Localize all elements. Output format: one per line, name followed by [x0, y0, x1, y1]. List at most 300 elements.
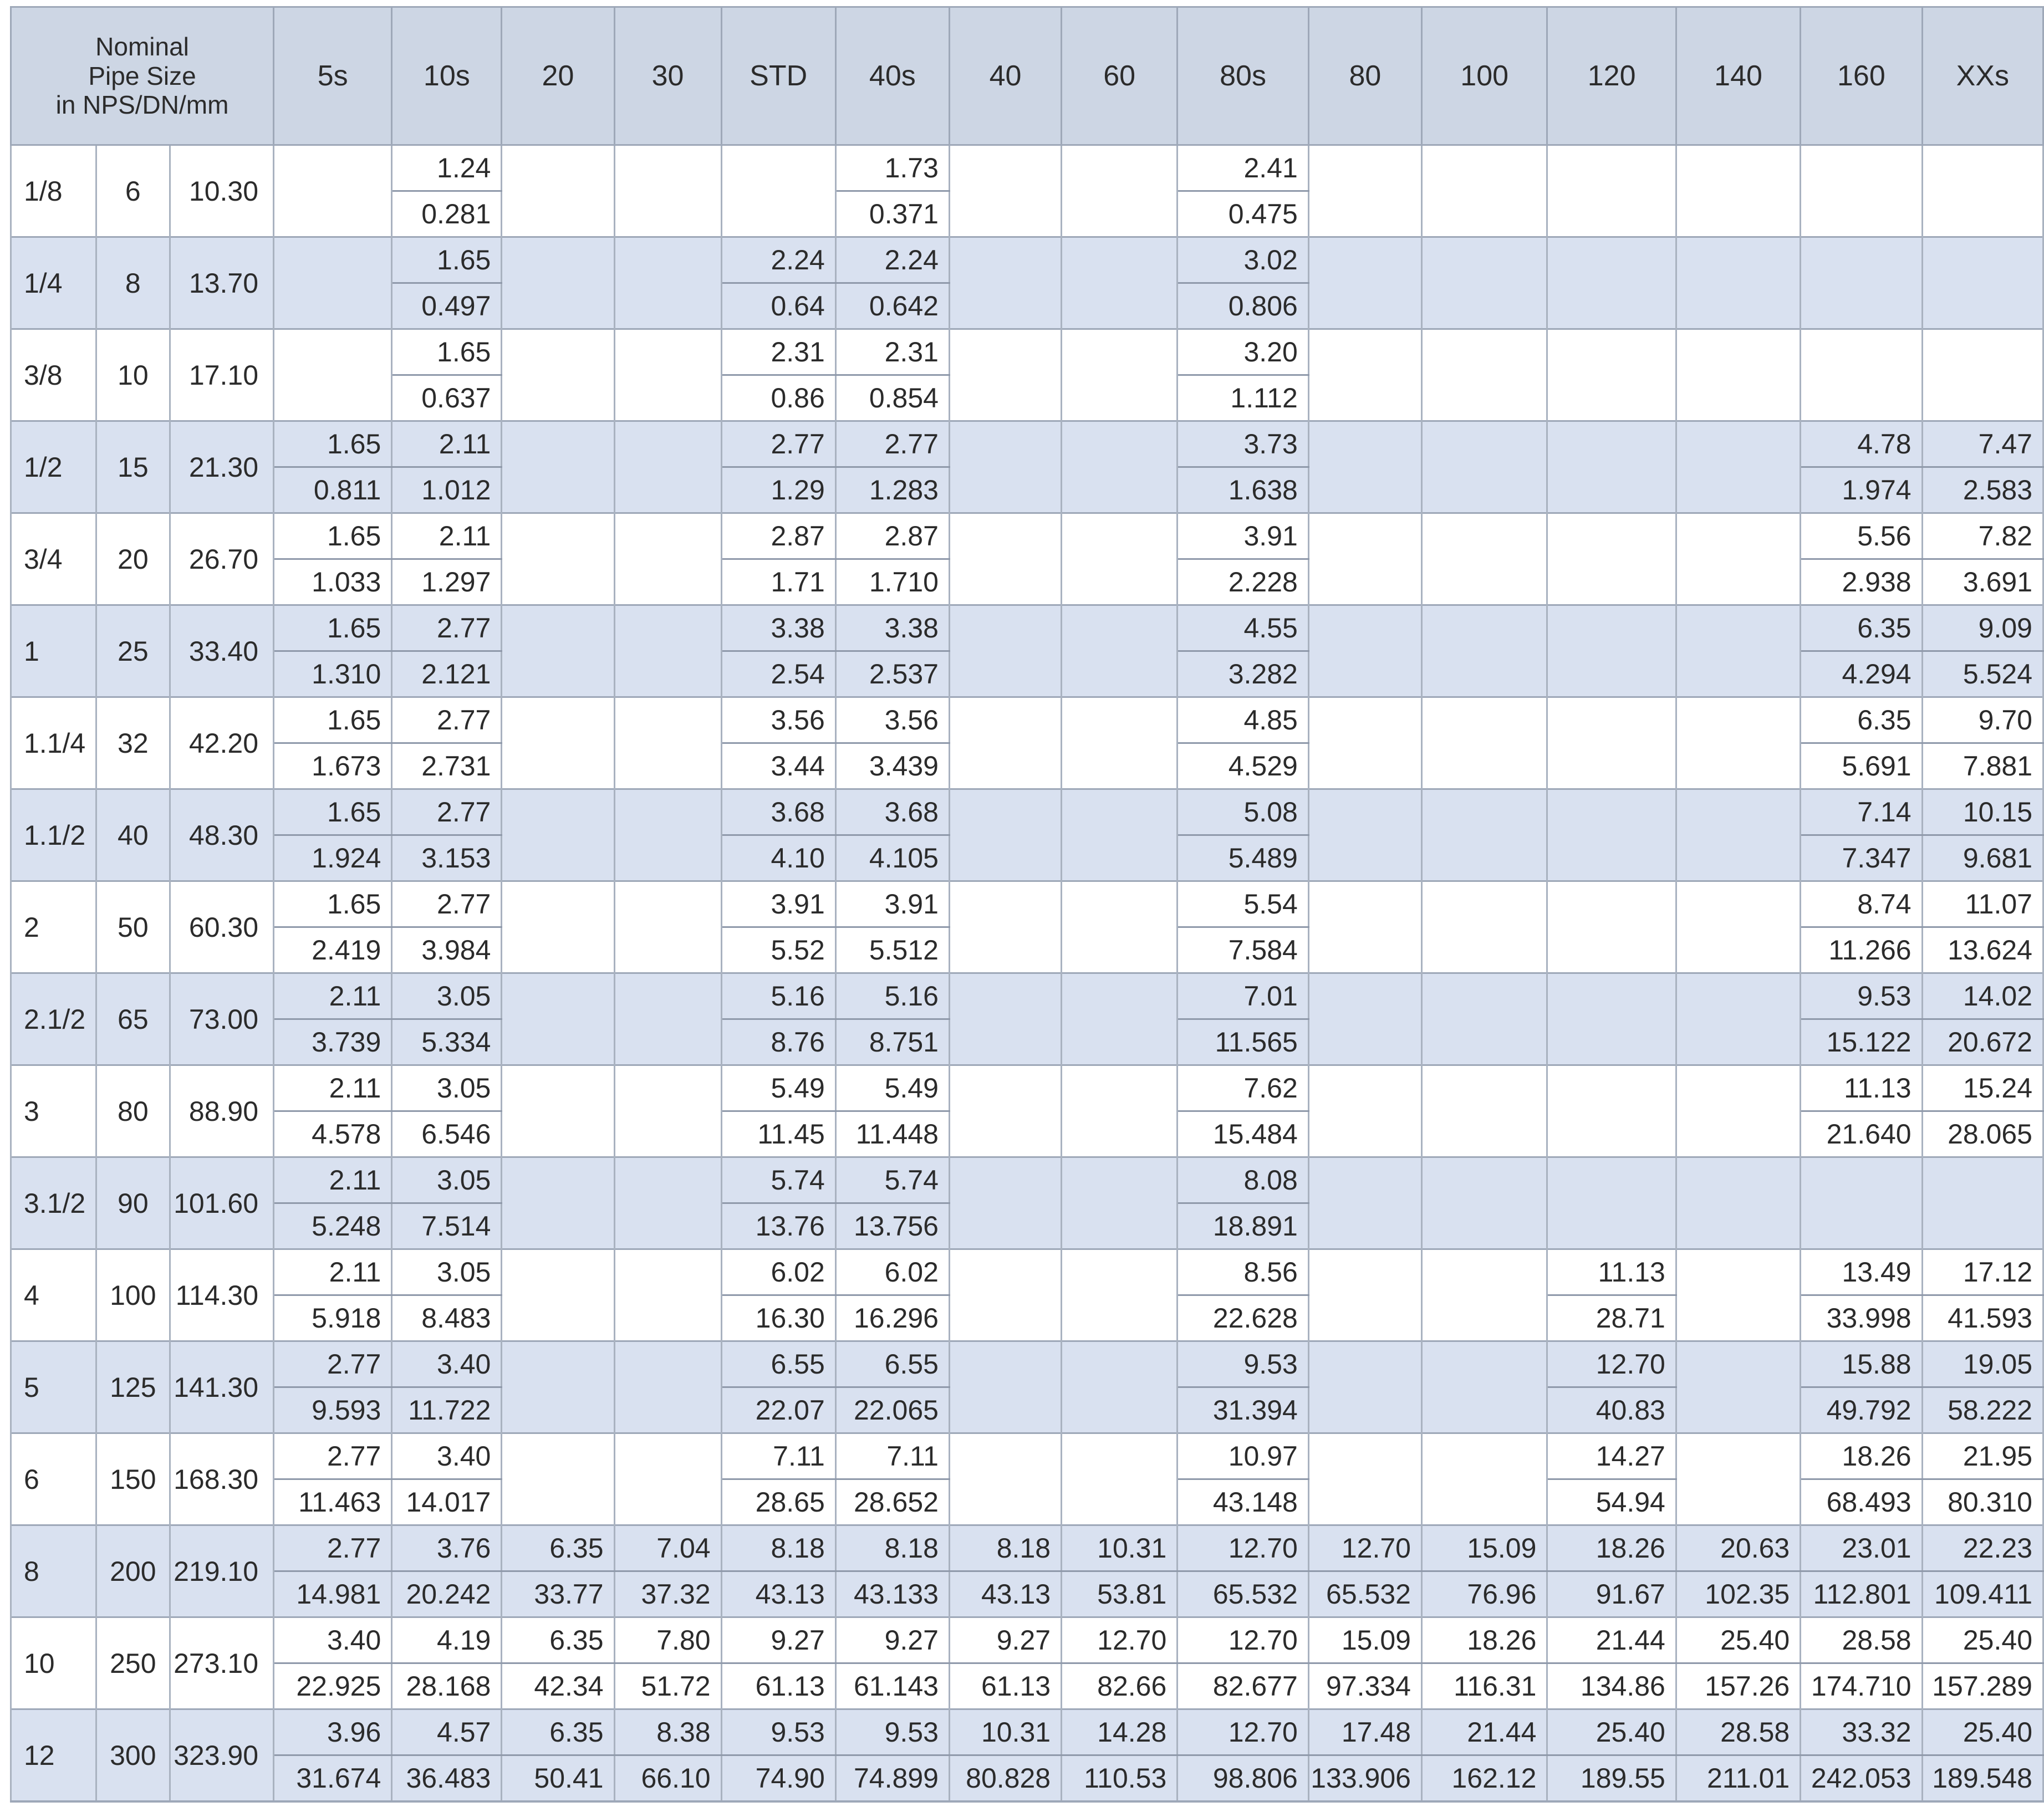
weight-cell: 8.76 — [721, 1019, 835, 1065]
wall-thickness-cell: 14.28 — [1062, 1709, 1178, 1755]
weight-cell: 91.67 — [1547, 1571, 1676, 1617]
weight-cell — [1676, 651, 1800, 697]
wall-thickness-cell — [1547, 605, 1676, 651]
weight-cell — [1308, 559, 1421, 605]
wall-thickness-cell: 18.26 — [1801, 1433, 1922, 1479]
wall-thickness-cell: 33.32 — [1801, 1709, 1922, 1755]
wall-thickness-cell: 6.55 — [721, 1341, 835, 1387]
weight-cell: 13.624 — [1922, 927, 2043, 973]
wall-thickness-cell — [1676, 1065, 1800, 1111]
weight-cell — [1421, 651, 1547, 697]
pipe-size-row-wall — [11, 1157, 2043, 1203]
wall-thickness-cell — [502, 1065, 614, 1111]
wall-thickness-cell — [1676, 237, 1800, 283]
weight-cell — [1308, 1387, 1421, 1433]
wall-thickness-cell — [1421, 513, 1547, 559]
wall-thickness-cell — [1547, 513, 1676, 559]
weight-cell: 20.242 — [392, 1571, 502, 1617]
pipe-size-row-weight — [11, 743, 2043, 789]
od-cell: 48.30 — [170, 789, 274, 881]
od-cell: 101.60 — [170, 1157, 274, 1249]
wall-thickness-cell: 3.05 — [392, 973, 502, 1019]
wall-thickness-cell: 12.70 — [1178, 1709, 1309, 1755]
pipe-size-row-weight — [11, 1203, 2043, 1249]
wall-thickness-cell: 9.53 — [1178, 1341, 1309, 1387]
pipe-size-row-wall — [11, 145, 2043, 191]
wall-thickness-cell — [1801, 237, 1922, 283]
wall-thickness-cell — [1062, 881, 1178, 927]
wall-thickness-cell: 22.23 — [1922, 1525, 2043, 1571]
weight-cell — [1421, 375, 1547, 421]
weight-cell: 3.984 — [392, 927, 502, 973]
dn-cell: 32 — [96, 697, 170, 789]
nps-cell: 3/4 — [11, 513, 96, 605]
weight-cell: 0.475 — [1178, 191, 1309, 237]
weight-cell: 21.640 — [1801, 1111, 1922, 1157]
weight-cell — [502, 559, 614, 605]
dn-cell: 150 — [96, 1433, 170, 1525]
wall-thickness-cell: 1.65 — [274, 513, 392, 559]
weight-cell: 110.53 — [1062, 1755, 1178, 1802]
wall-thickness-cell — [502, 881, 614, 927]
wall-thickness-cell — [274, 329, 392, 375]
wall-thickness-cell — [1547, 973, 1676, 1019]
wall-thickness-cell: 15.88 — [1801, 1341, 1922, 1387]
pipe-size-row-wall — [11, 605, 2043, 651]
weight-cell: 1.71 — [721, 559, 835, 605]
weight-cell: 31.674 — [274, 1755, 392, 1802]
wall-thickness-cell — [502, 329, 614, 375]
wall-thickness-cell — [1922, 145, 2043, 191]
pipe-size-row-wall — [11, 1249, 2043, 1295]
weight-cell: 4.10 — [721, 835, 835, 881]
weight-cell: 22.07 — [721, 1387, 835, 1433]
weight-cell: 3.739 — [274, 1019, 392, 1065]
schedule-header: 80s — [1178, 7, 1309, 145]
wall-thickness-cell — [1308, 1065, 1421, 1111]
wall-thickness-cell: 6.35 — [1801, 697, 1922, 743]
wall-thickness-cell: 5.54 — [1178, 881, 1309, 927]
wall-thickness-cell — [502, 973, 614, 1019]
wall-thickness-cell: 9.27 — [835, 1617, 949, 1663]
weight-cell — [1308, 283, 1421, 329]
weight-cell: 0.854 — [835, 375, 949, 421]
wall-thickness-cell: 25.40 — [1922, 1709, 2043, 1755]
weight-cell: 116.31 — [1421, 1663, 1547, 1709]
nominal-header-line3: in NPS/DN/mm — [55, 90, 229, 120]
weight-cell: 28.652 — [835, 1479, 949, 1525]
weight-cell — [1547, 743, 1676, 789]
weight-cell: 22.628 — [1178, 1295, 1309, 1341]
pipe-size-row-weight — [11, 1663, 2043, 1709]
wall-thickness-cell: 6.35 — [502, 1709, 614, 1755]
weight-cell — [1801, 283, 1922, 329]
wall-thickness-cell — [1676, 1157, 1800, 1203]
wall-thickness-cell: 8.18 — [721, 1525, 835, 1571]
wall-thickness-cell: 5.49 — [721, 1065, 835, 1111]
wall-thickness-cell: 3.56 — [835, 697, 949, 743]
pipe-size-row-wall — [11, 237, 2043, 283]
weight-cell: 0.497 — [392, 283, 502, 329]
weight-cell — [1801, 1203, 1922, 1249]
wall-thickness-cell: 12.70 — [1178, 1525, 1309, 1571]
weight-cell — [614, 651, 721, 697]
weight-cell: 40.83 — [1547, 1387, 1676, 1433]
weight-cell — [1421, 1111, 1547, 1157]
pipe-size-row-wall — [11, 1065, 2043, 1111]
wall-thickness-cell — [1421, 605, 1547, 651]
wall-thickness-cell — [1421, 697, 1547, 743]
weight-cell — [502, 743, 614, 789]
dn-cell: 65 — [96, 973, 170, 1065]
weight-cell — [1062, 1387, 1178, 1433]
weight-cell: 14.981 — [274, 1571, 392, 1617]
wall-thickness-cell: 7.04 — [614, 1525, 721, 1571]
weight-cell — [1308, 1479, 1421, 1525]
wall-thickness-cell: 3.05 — [392, 1249, 502, 1295]
wall-thickness-cell: 1.65 — [274, 881, 392, 927]
wall-thickness-cell: 7.11 — [721, 1433, 835, 1479]
wall-thickness-cell — [502, 513, 614, 559]
weight-cell — [1062, 1203, 1178, 1249]
wall-thickness-cell — [949, 1433, 1061, 1479]
wall-thickness-cell: 10.31 — [1062, 1525, 1178, 1571]
wall-thickness-cell: 5.74 — [835, 1157, 949, 1203]
weight-cell: 61.13 — [949, 1663, 1061, 1709]
weight-cell: 41.593 — [1922, 1295, 2043, 1341]
weight-cell: 0.86 — [721, 375, 835, 421]
weight-cell: 43.148 — [1178, 1479, 1309, 1525]
wall-thickness-cell — [1547, 145, 1676, 191]
wall-thickness-cell: 9.09 — [1922, 605, 2043, 651]
weight-cell: 1.924 — [274, 835, 392, 881]
wall-thickness-cell: 3.91 — [1178, 513, 1309, 559]
wall-thickness-cell: 2.77 — [274, 1433, 392, 1479]
wall-thickness-cell — [721, 145, 835, 191]
weight-cell — [1421, 467, 1547, 513]
weight-cell: 5.489 — [1178, 835, 1309, 881]
weight-cell: 4.294 — [1801, 651, 1922, 697]
wall-thickness-cell: 2.77 — [392, 789, 502, 835]
weight-cell: 68.493 — [1801, 1479, 1922, 1525]
weight-cell — [949, 559, 1061, 605]
nps-cell: 3.1/2 — [11, 1157, 96, 1249]
wall-thickness-cell: 6.02 — [835, 1249, 949, 1295]
nps-cell: 5 — [11, 1341, 96, 1433]
weight-cell: 16.30 — [721, 1295, 835, 1341]
wall-thickness-cell — [1308, 513, 1421, 559]
weight-cell: 28.168 — [392, 1663, 502, 1709]
wall-thickness-cell: 25.40 — [1547, 1709, 1676, 1755]
wall-thickness-cell — [949, 1157, 1061, 1203]
weight-cell — [1062, 1479, 1178, 1525]
wall-thickness-cell — [1547, 1065, 1676, 1111]
weight-cell — [1547, 283, 1676, 329]
weight-cell: 7.347 — [1801, 835, 1922, 881]
wall-thickness-cell — [1421, 973, 1547, 1019]
pipe-size-row-wall — [11, 1525, 2043, 1571]
wall-thickness-cell — [1062, 145, 1178, 191]
wall-thickness-cell — [1308, 145, 1421, 191]
wall-thickness-cell: 6.35 — [1801, 605, 1922, 651]
weight-cell: 109.411 — [1922, 1571, 2043, 1617]
wall-thickness-cell: 2.77 — [721, 421, 835, 467]
weight-cell: 11.266 — [1801, 927, 1922, 973]
weight-cell — [1062, 743, 1178, 789]
weight-cell: 211.01 — [1676, 1755, 1800, 1802]
schedule-header: 60 — [1062, 7, 1178, 145]
nps-cell: 1.1/2 — [11, 789, 96, 881]
pipe-size-row-wall — [11, 697, 2043, 743]
weight-cell — [614, 559, 721, 605]
wall-thickness-cell — [614, 1065, 721, 1111]
weight-cell — [614, 1479, 721, 1525]
wall-thickness-cell: 17.48 — [1308, 1709, 1421, 1755]
weight-cell — [1062, 1295, 1178, 1341]
wall-thickness-cell: 1.65 — [274, 605, 392, 651]
weight-cell — [1676, 191, 1800, 237]
wall-thickness-cell: 2.11 — [392, 421, 502, 467]
wall-thickness-cell: 9.53 — [721, 1709, 835, 1755]
weight-cell — [502, 467, 614, 513]
weight-cell — [1676, 1019, 1800, 1065]
schedule-header: 120 — [1547, 7, 1676, 145]
nps-cell: 1/8 — [11, 145, 96, 237]
wall-thickness-cell: 8.74 — [1801, 881, 1922, 927]
wall-thickness-cell: 2.24 — [835, 237, 949, 283]
wall-thickness-cell — [1676, 1341, 1800, 1387]
wall-thickness-cell — [1676, 789, 1800, 835]
weight-cell: 82.66 — [1062, 1663, 1178, 1709]
od-cell: 17.10 — [170, 329, 274, 421]
dn-cell: 6 — [96, 145, 170, 237]
nps-cell: 1.1/4 — [11, 697, 96, 789]
wall-thickness-cell: 9.27 — [721, 1617, 835, 1663]
weight-cell: 98.806 — [1178, 1755, 1309, 1802]
wall-thickness-cell: 8.08 — [1178, 1157, 1309, 1203]
wall-thickness-cell — [614, 329, 721, 375]
nps-cell: 2 — [11, 881, 96, 973]
weight-cell — [1421, 927, 1547, 973]
weight-cell: 43.13 — [949, 1571, 1061, 1617]
pipe-size-row-weight — [11, 191, 2043, 237]
wall-thickness-cell: 23.01 — [1801, 1525, 1922, 1571]
wall-thickness-cell — [1922, 1157, 2043, 1203]
schedule-header: 30 — [614, 7, 721, 145]
wall-thickness-cell: 2.24 — [721, 237, 835, 283]
weight-cell: 162.12 — [1421, 1755, 1547, 1802]
weight-cell — [1801, 375, 1922, 421]
dn-cell: 20 — [96, 513, 170, 605]
weight-cell: 28.71 — [1547, 1295, 1676, 1341]
weight-cell — [1308, 835, 1421, 881]
weight-cell: 7.514 — [392, 1203, 502, 1249]
wall-thickness-cell: 7.80 — [614, 1617, 721, 1663]
wall-thickness-cell — [1421, 881, 1547, 927]
wall-thickness-cell — [1308, 1157, 1421, 1203]
wall-thickness-cell: 1.24 — [392, 145, 502, 191]
wall-thickness-cell — [614, 973, 721, 1019]
weight-cell: 54.94 — [1547, 1479, 1676, 1525]
weight-cell: 4.529 — [1178, 743, 1309, 789]
wall-thickness-cell: 9.53 — [1801, 973, 1922, 1019]
wall-thickness-cell: 2.77 — [835, 421, 949, 467]
weight-cell: 28.065 — [1922, 1111, 2043, 1157]
wall-thickness-cell — [1547, 1157, 1676, 1203]
weight-cell — [1062, 467, 1178, 513]
od-cell: 73.00 — [170, 973, 274, 1065]
weight-cell — [1062, 1019, 1178, 1065]
weight-cell: 74.899 — [835, 1755, 949, 1802]
weight-cell — [1547, 467, 1676, 513]
weight-cell — [274, 375, 392, 421]
wall-thickness-cell — [949, 697, 1061, 743]
weight-cell — [721, 191, 835, 237]
weight-cell — [1062, 375, 1178, 421]
dn-cell: 25 — [96, 605, 170, 697]
weight-cell — [502, 1111, 614, 1157]
pipe-size-row-weight — [11, 927, 2043, 973]
schedule-header: 40s — [835, 7, 949, 145]
dn-cell: 300 — [96, 1709, 170, 1802]
wall-thickness-cell: 3.05 — [392, 1065, 502, 1111]
weight-cell — [949, 927, 1061, 973]
od-cell: 88.90 — [170, 1065, 274, 1157]
schedule-header: 10s — [392, 7, 502, 145]
pipe-size-row-weight — [11, 375, 2043, 421]
wall-thickness-cell: 2.41 — [1178, 145, 1309, 191]
weight-cell: 7.584 — [1178, 927, 1309, 973]
weight-cell — [1308, 191, 1421, 237]
weight-cell: 2.54 — [721, 651, 835, 697]
weight-cell — [1308, 651, 1421, 697]
weight-cell: 242.053 — [1801, 1755, 1922, 1802]
weight-cell — [1308, 467, 1421, 513]
wall-thickness-cell: 3.68 — [835, 789, 949, 835]
pipe-size-row-weight — [11, 1111, 2043, 1157]
pipe-schedule-body — [11, 145, 2043, 1802]
schedule-header: 40 — [949, 7, 1061, 145]
weight-cell: 13.76 — [721, 1203, 835, 1249]
wall-thickness-cell: 7.11 — [835, 1433, 949, 1479]
pipe-size-row-weight — [11, 1755, 2043, 1802]
weight-cell: 11.722 — [392, 1387, 502, 1433]
wall-thickness-cell: 3.40 — [274, 1617, 392, 1663]
weight-cell — [1922, 283, 2043, 329]
wall-thickness-cell: 21.44 — [1547, 1617, 1676, 1663]
wall-thickness-cell — [1308, 605, 1421, 651]
weight-cell: 14.017 — [392, 1479, 502, 1525]
weight-cell — [502, 1019, 614, 1065]
pipe-size-row-wall — [11, 1709, 2043, 1755]
od-cell: 26.70 — [170, 513, 274, 605]
weight-cell — [1062, 191, 1178, 237]
wall-thickness-cell: 2.11 — [274, 1157, 392, 1203]
nps-cell: 12 — [11, 1709, 96, 1802]
weight-cell: 43.13 — [721, 1571, 835, 1617]
weight-cell — [274, 283, 392, 329]
pipe-size-row-weight — [11, 835, 2043, 881]
wall-thickness-cell — [1922, 329, 2043, 375]
weight-cell — [949, 1479, 1061, 1525]
weight-cell — [614, 743, 721, 789]
weight-cell: 51.72 — [614, 1663, 721, 1709]
wall-thickness-cell — [949, 1341, 1061, 1387]
weight-cell: 2.938 — [1801, 559, 1922, 605]
weight-cell: 4.105 — [835, 835, 949, 881]
dn-cell: 80 — [96, 1065, 170, 1157]
wall-thickness-cell — [614, 1157, 721, 1203]
dn-cell: 15 — [96, 421, 170, 513]
wall-thickness-cell: 3.05 — [392, 1157, 502, 1203]
weight-cell: 1.283 — [835, 467, 949, 513]
wall-thickness-cell — [1308, 697, 1421, 743]
weight-cell: 1.033 — [274, 559, 392, 605]
weight-cell — [614, 1019, 721, 1065]
wall-thickness-cell — [1676, 605, 1800, 651]
weight-cell: 82.677 — [1178, 1663, 1309, 1709]
wall-thickness-cell — [502, 421, 614, 467]
weight-cell — [1308, 927, 1421, 973]
dn-cell: 90 — [96, 1157, 170, 1249]
weight-cell: 22.925 — [274, 1663, 392, 1709]
weight-cell: 2.583 — [1922, 467, 2043, 513]
weight-cell: 11.565 — [1178, 1019, 1309, 1065]
wall-thickness-cell — [1676, 421, 1800, 467]
weight-cell — [502, 283, 614, 329]
wall-thickness-cell — [1308, 789, 1421, 835]
od-cell: 60.30 — [170, 881, 274, 973]
wall-thickness-cell — [1547, 329, 1676, 375]
wall-thickness-cell: 7.82 — [1922, 513, 2043, 559]
weight-cell: 61.13 — [721, 1663, 835, 1709]
wall-thickness-cell: 19.05 — [1922, 1341, 2043, 1387]
weight-cell: 5.691 — [1801, 743, 1922, 789]
pipe-size-row-wall — [11, 1433, 2043, 1479]
weight-cell — [1547, 191, 1676, 237]
weight-cell: 97.334 — [1308, 1663, 1421, 1709]
wall-thickness-cell — [1421, 421, 1547, 467]
weight-cell: 1.297 — [392, 559, 502, 605]
wall-thickness-cell — [1062, 789, 1178, 835]
od-cell: 21.30 — [170, 421, 274, 513]
weight-cell — [1922, 191, 2043, 237]
wall-thickness-cell: 2.31 — [721, 329, 835, 375]
wall-thickness-cell — [1062, 237, 1178, 283]
weight-cell — [1676, 927, 1800, 973]
weight-cell — [1801, 191, 1922, 237]
wall-thickness-cell — [274, 237, 392, 283]
weight-cell — [1421, 191, 1547, 237]
wall-thickness-cell — [1308, 329, 1421, 375]
dn-cell: 200 — [96, 1525, 170, 1617]
nps-cell: 3/8 — [11, 329, 96, 421]
wall-thickness-cell: 25.40 — [1676, 1617, 1800, 1663]
wall-thickness-cell — [1421, 329, 1547, 375]
wall-thickness-cell: 3.38 — [835, 605, 949, 651]
wall-thickness-cell: 11.07 — [1922, 881, 2043, 927]
wall-thickness-cell: 5.49 — [835, 1065, 949, 1111]
weight-cell: 0.642 — [835, 283, 949, 329]
wall-thickness-cell — [1676, 697, 1800, 743]
weight-cell — [1062, 283, 1178, 329]
weight-cell: 43.133 — [835, 1571, 949, 1617]
wall-thickness-cell: 1.65 — [392, 237, 502, 283]
weight-cell — [949, 191, 1061, 237]
wall-thickness-cell — [1676, 881, 1800, 927]
wall-thickness-cell: 28.58 — [1676, 1709, 1800, 1755]
weight-cell: 80.828 — [949, 1755, 1061, 1802]
